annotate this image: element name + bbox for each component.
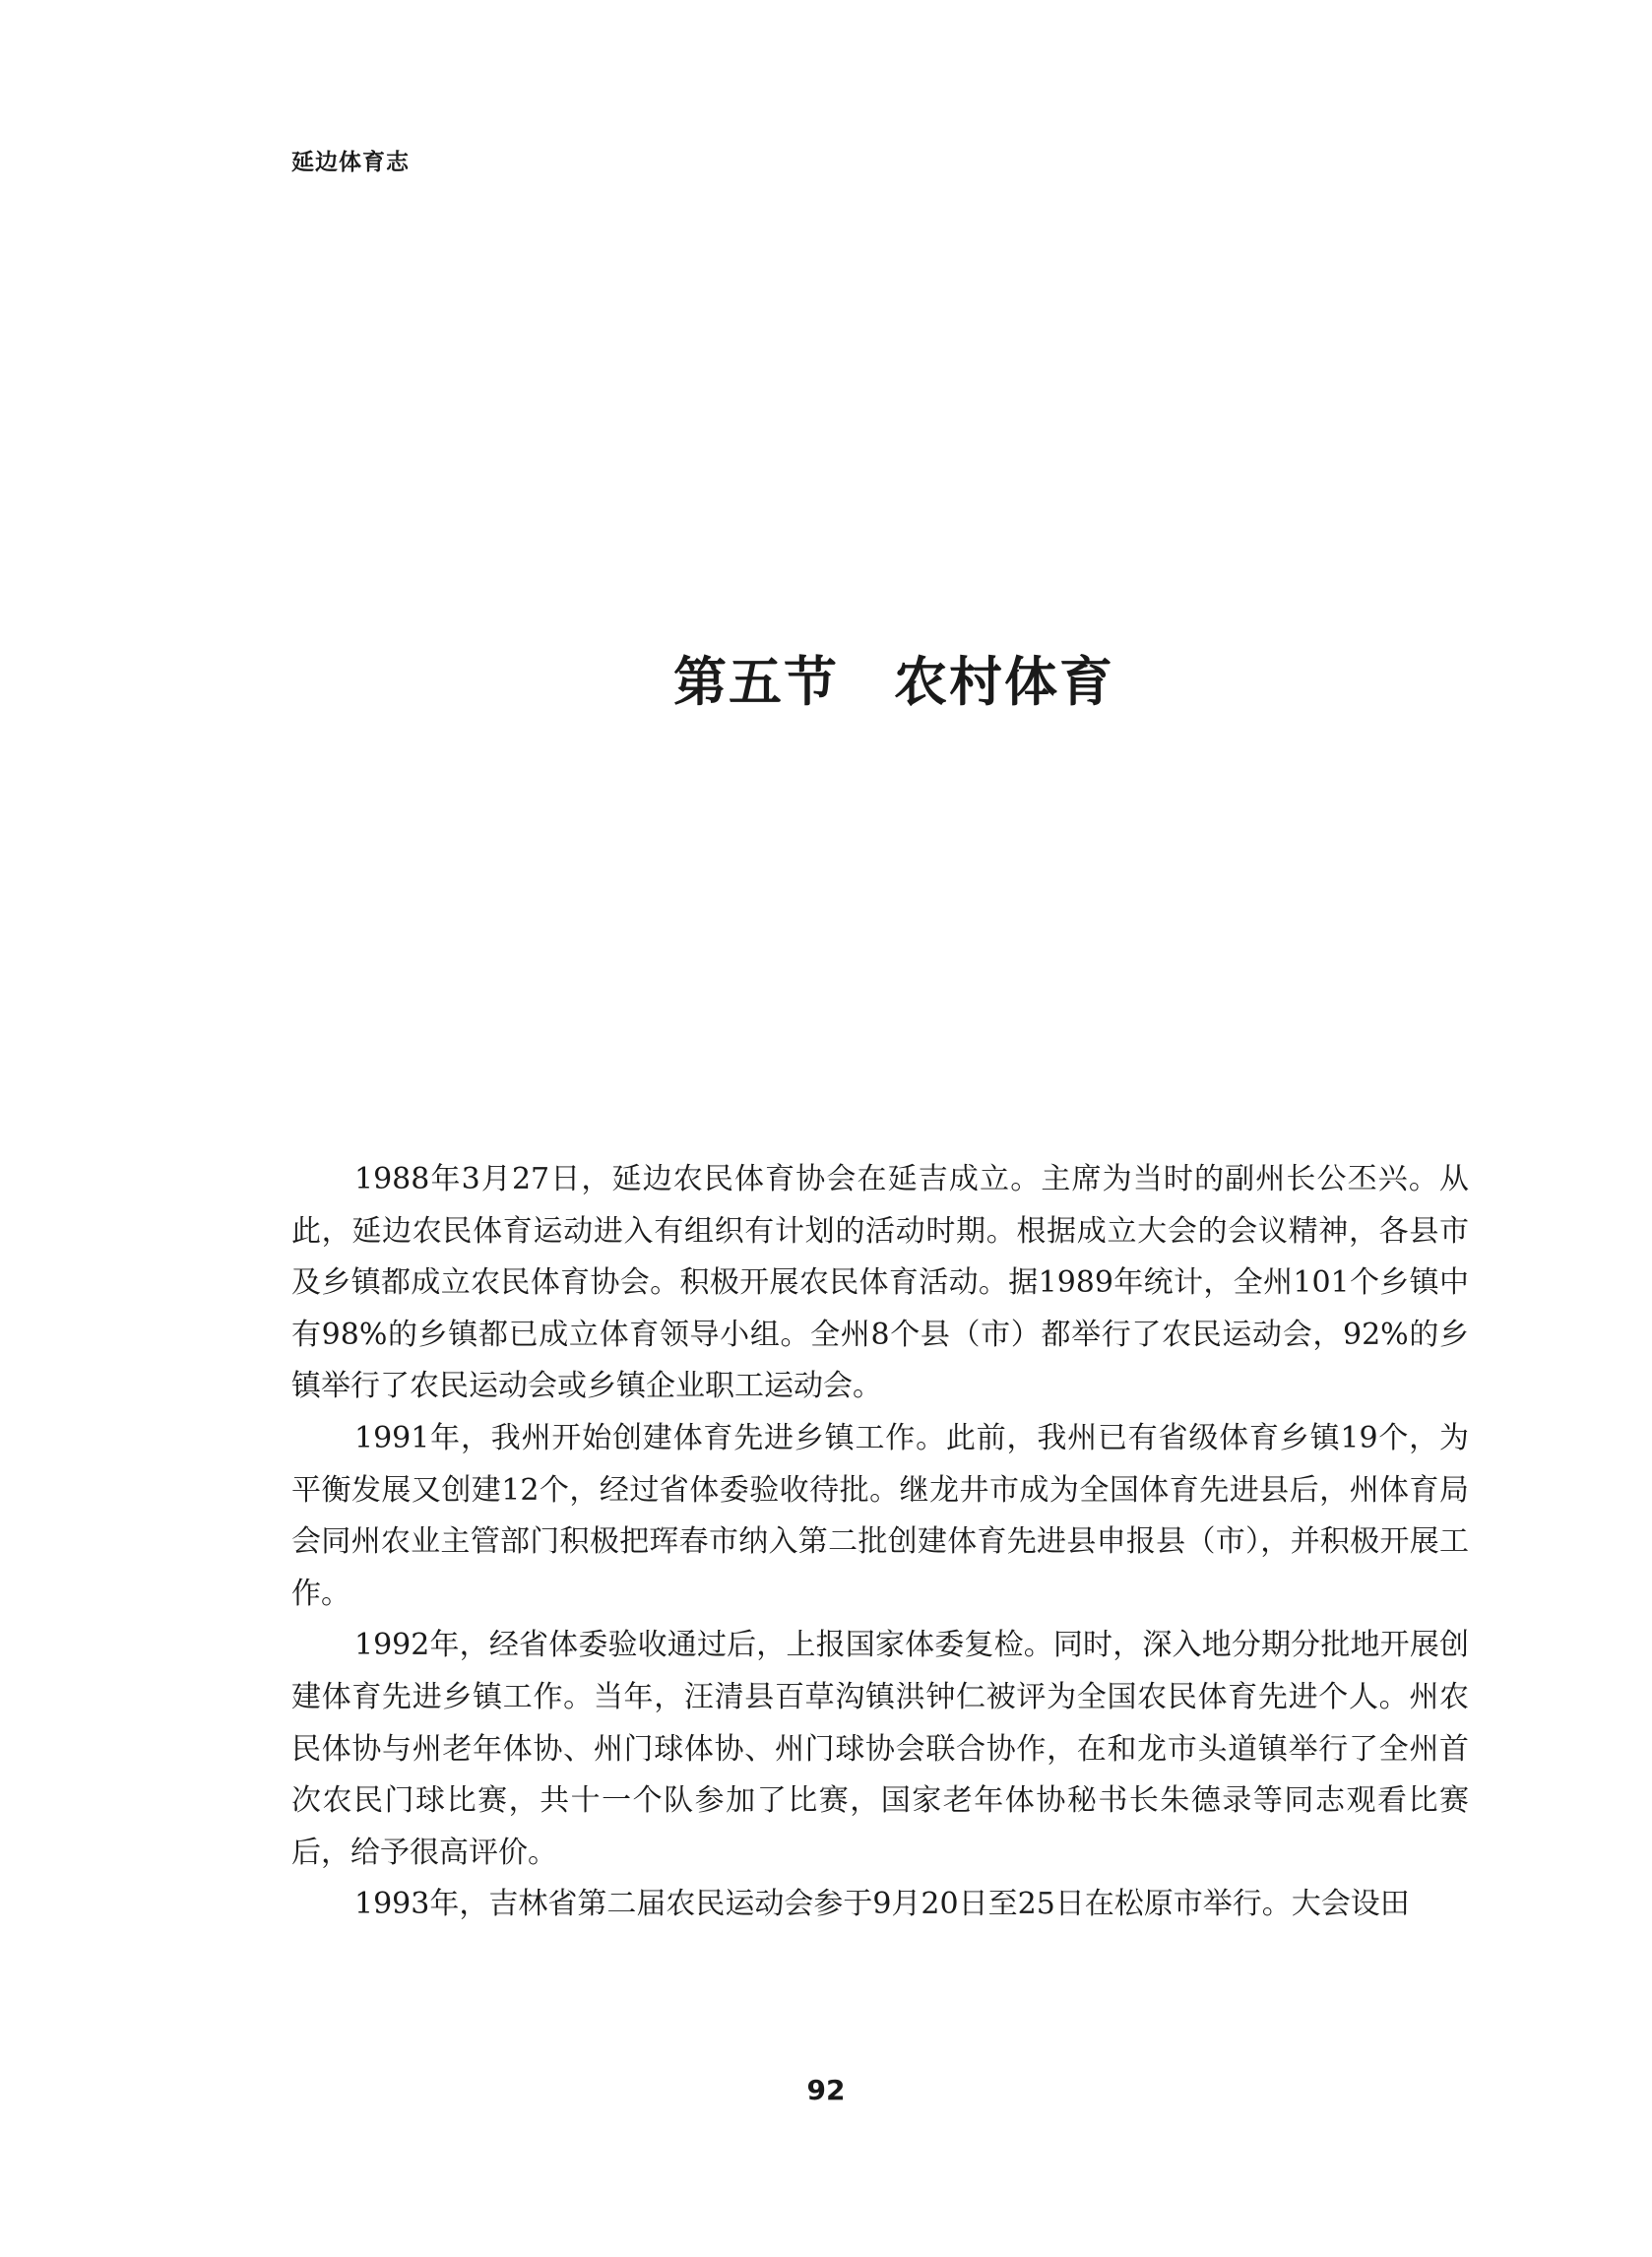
paragraph: 1993年，吉林省第二届农民运动会参于9月20日至25日在松原市举行。大会设田	[354, 1887, 1410, 1922]
running-header: 延边体育志	[291, 150, 410, 175]
paragraph: 1988年3月27日，延边农民体育协会在延吉成立。主席为当时的副州长公丕兴。从此，延边农民体育运动进入有组织有计划的活动时期。根据成立大会的会议精神，各县市及乡镇都成立农民体育协会。积极开展农民体育活动。据1989年统计，全州101个乡镇中有98%的乡镇都已成立体育领导小组。全州8个县（市）都举行了农民运动会，92%的乡镇举行了农民运动会或乡镇企业职工运动会。	[291, 1162, 1469, 1404]
section-title: 第五节 农村体育	[673, 650, 1114, 713]
body-text	[291, 1154, 1469, 1931]
paragraph: 1991年，我州开始创建体育先进乡镇工作。此前，我州已有省级体育乡镇19个，为平衡发展又创建12个，经过省体委验收待批。继龙井市成为全国体育先进县后，州体育局会同州农业主管部门积极把珲春市纳入第二批创建体育先进县申报县（市），并积极开展工作。	[291, 1420, 1469, 1611]
page-number: 92	[806, 2074, 846, 2106]
paragraph: 1992年，经省体委验收通过后，上报国家体委复检。同时，深入地分期分批地开展创建体育先进乡镇工作。当年，汪清县百草沟镇洪钟仁被评为全国农民体育先进个人。州农民体协与州老年体协、州门球体协、州门球协会联合协作，在和龙市头道镇举行了全州首次农民门球比赛，共十一个队参加了比赛，国家老年体协秘书长朱德录等同志观看比赛后，给予很高评价。	[291, 1628, 1469, 1870]
